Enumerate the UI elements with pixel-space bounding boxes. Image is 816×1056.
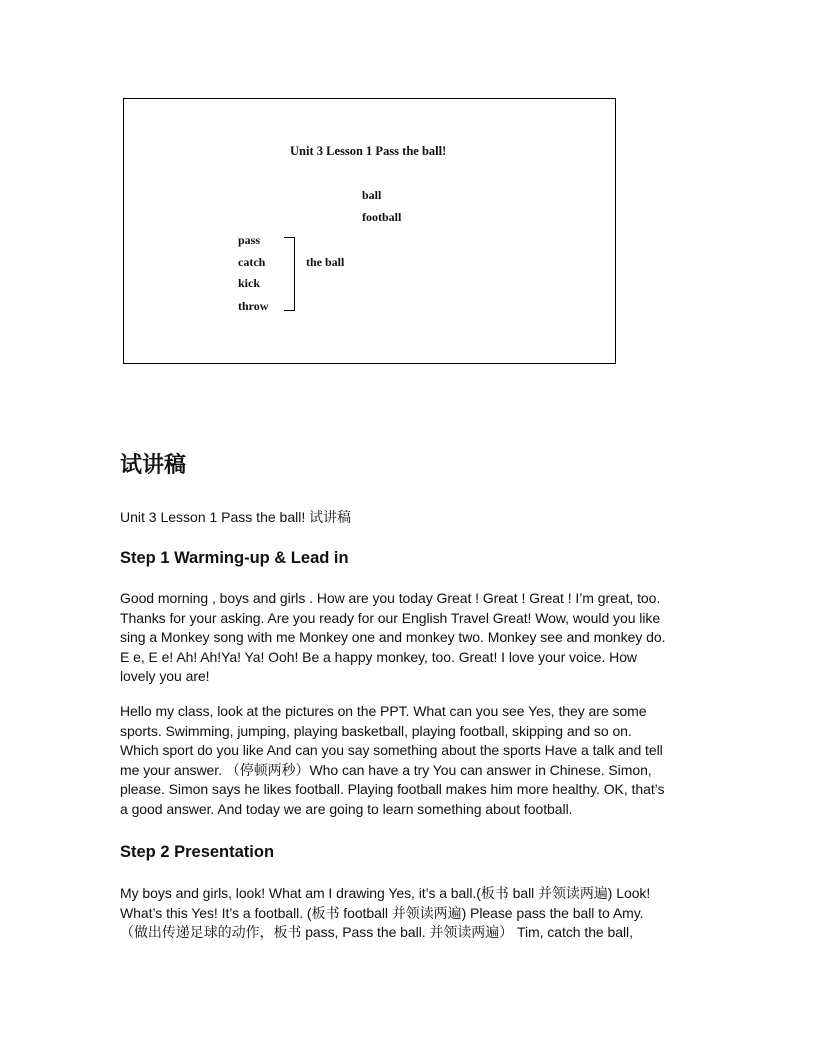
step1-heading: Step 1 Warming-up & Lead in: [120, 549, 349, 567]
step1-paragraph-2: [120, 702, 710, 820]
board-title: Unit 3 Lesson 1 Pass the ball!: [290, 144, 447, 158]
board-noun-football: football: [362, 210, 402, 224]
board-noun-ball: ball: [362, 188, 382, 202]
paragraph-line: Good morning , boys and girls . How are you today Great ! Great ! Great ! I’m great, too.: [120, 590, 661, 606]
board-verb-pass: pass: [238, 233, 261, 247]
paragraph-line: （做出传递足球的动作，板书 pass, Pass the ball. 并领读两遍） Tim, catch the ball,: [120, 924, 633, 941]
board-object-the-ball: the ball: [306, 255, 345, 269]
paragraph-line: a good answer. And today we are going to learn something about football.: [120, 800, 573, 817]
board-verb-kick: kick: [238, 276, 261, 290]
step2-heading: Step 2 Presentation: [120, 843, 275, 861]
paragraph-line: lovely you are!: [120, 668, 210, 685]
paragraph-line: sports. Swimming, jumping, playing basketball, playing football, skipping and so on.: [120, 722, 632, 739]
board-verb-catch: catch: [238, 255, 266, 269]
document-title: 试讲稿: [120, 453, 187, 478]
paragraph-line: sing a Monkey song with me Monkey one and monkey two. Monkey see and monkey do.: [120, 629, 666, 646]
paragraph-line: Hello my class, look at the pictures on the PPT. What can you see Yes, they are some: [120, 703, 647, 719]
paragraph-line: What’s this Yes! It’s a football. (板书 football 并领读两遍) Please pass the ball to Amy.: [120, 904, 644, 921]
paragraph-line: My boys and girls, look! What am I drawing Yes, it’s a ball.(板书 ball 并领读两遍) Look!: [120, 885, 651, 901]
board-verb-throw: throw: [238, 299, 269, 313]
paragraph-line: Thanks for your asking. Are you ready for our English Travel Great! Wow, would you like: [120, 609, 661, 626]
document-subtitle: Unit 3 Lesson 1 Pass the ball! 试讲稿: [120, 509, 352, 525]
step2-paragraph-1: [120, 884, 710, 943]
board-bracket: [284, 237, 295, 311]
paragraph-line: Which sport do you like And can you say something about the sports Have a talk and tell: [120, 742, 663, 759]
step1-paragraph-1: [120, 589, 710, 687]
paragraph-line: E e, E e! Ah! Ah!Ya! Ya! Ooh! Be a happy monkey, too. Great! I love your voice. How: [120, 648, 637, 665]
paragraph-line: me your answer. （停顿两秒）Who can have a try You can answer in Chinese. Simon,: [120, 761, 652, 778]
paragraph-line: please. Simon says he likes football. Playing football makes him more healthy. OK, that’s: [120, 781, 665, 798]
blackboard-design-box: [123, 98, 616, 364]
